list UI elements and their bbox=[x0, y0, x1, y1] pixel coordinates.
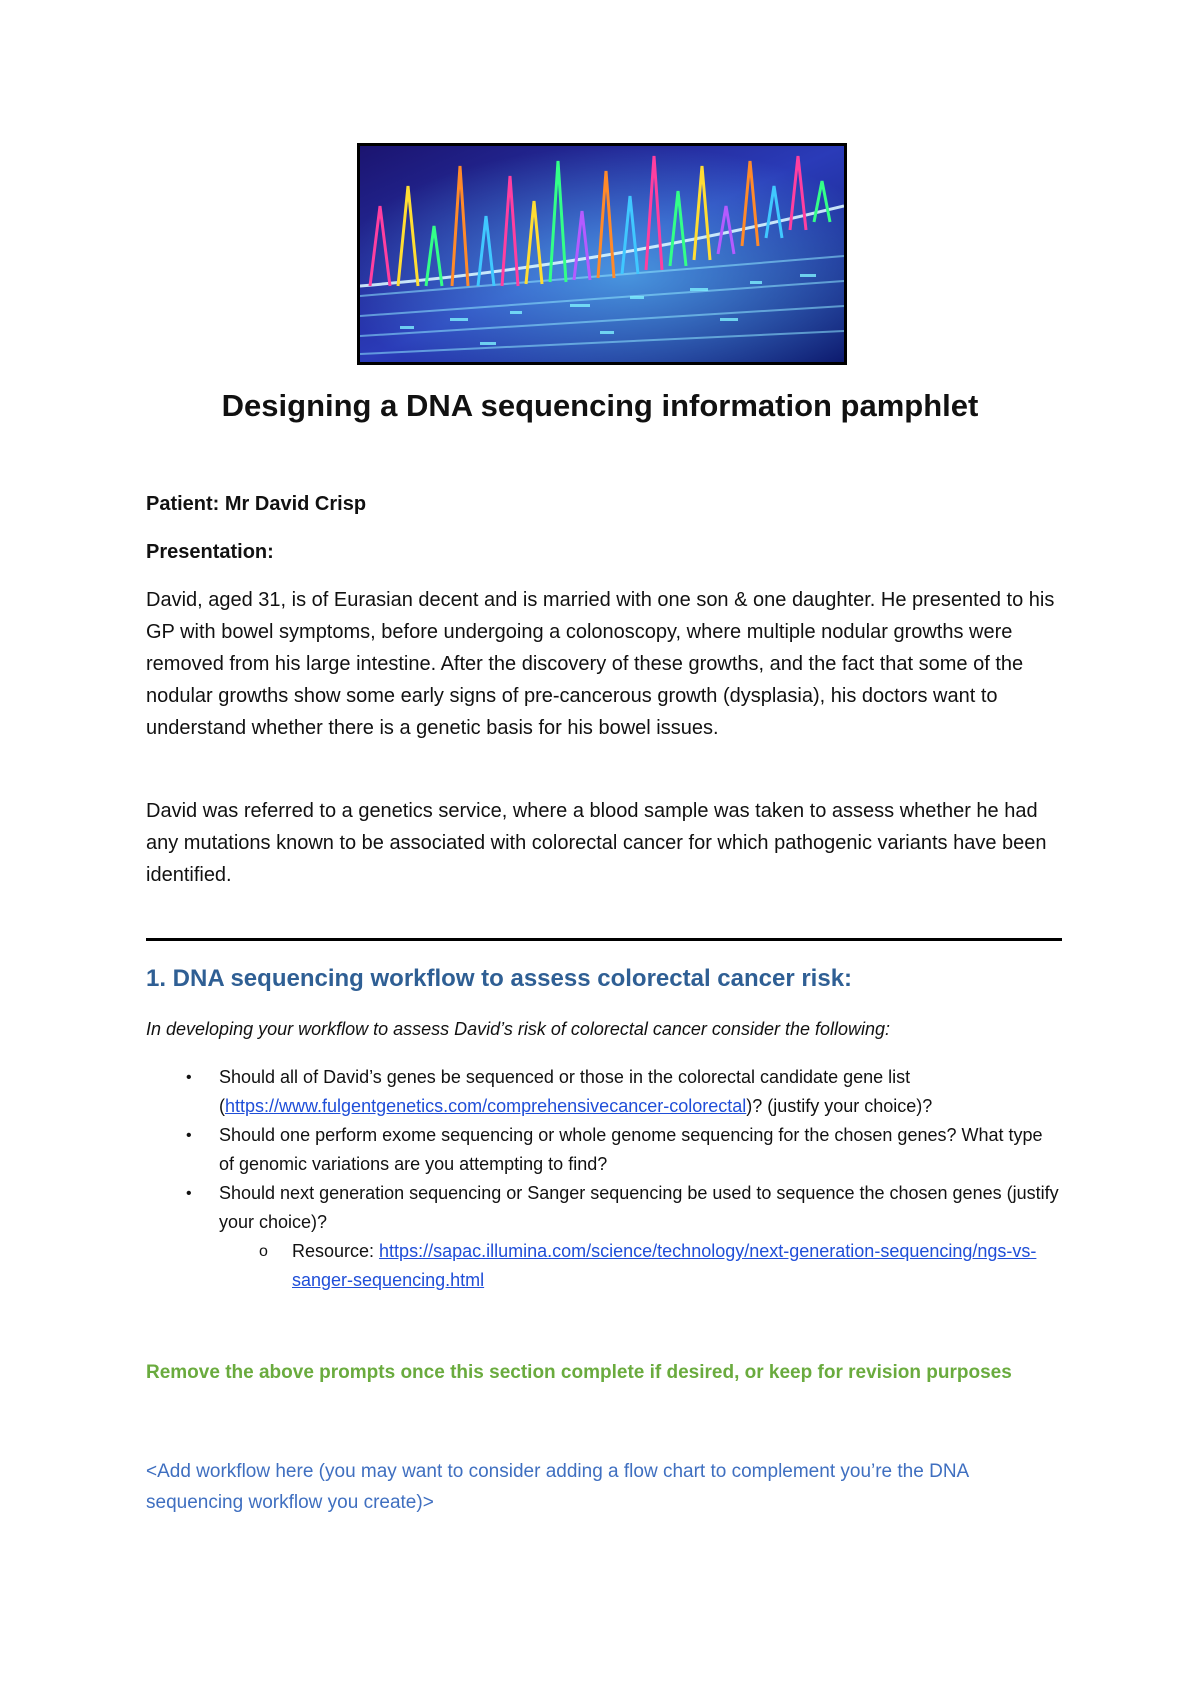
bullet-3-text: Should next generation sequencing or Sanger sequencing be used to sequence the chosen genes (justify your choice)? bbox=[219, 1183, 1059, 1232]
workflow-placeholder[interactable]: <Add workflow here (you may want to consider adding a flow chart to complement you’re the DNA sequencing workflow you create)> bbox=[146, 1461, 969, 1513]
list-item bbox=[219, 1237, 1061, 1295]
bullet-icon: • bbox=[186, 1185, 192, 1202]
bullet-1-suffix: )? (justify your choice)? bbox=[746, 1096, 933, 1116]
bullet-2-text: Should one perform exome sequencing or whole genome sequencing for the chosen genes? What type of genomic variations are you attempting to find? bbox=[219, 1125, 1043, 1174]
sub-list bbox=[219, 1237, 1061, 1295]
patient-name: Patient: Mr David Crisp bbox=[146, 493, 367, 515]
list-item bbox=[146, 1121, 1061, 1179]
revision-note: Remove the above prompts once this section complete if desired, or keep for revision purposes bbox=[146, 1362, 1012, 1383]
bullet-icon: • bbox=[186, 1127, 192, 1144]
presentation-paragraph-2: David was referred to a genetics service, where a blood sample was taken to assess whether he had any mutations known to be associated with colorectal cancer for which pathogenic variants have been identified. bbox=[146, 800, 1047, 886]
illumina-resource-link[interactable]: https://sapac.illumina.com/science/technology/next-generation-sequencing/ngs-vs-sanger-sequencing.html bbox=[292, 1241, 1037, 1290]
section-divider bbox=[146, 938, 1062, 941]
bullet-1-text: Should all of David’s genes be sequenced or those in the colorectal candidate gene list ( bbox=[219, 1067, 911, 1116]
presentation-label: Presentation: bbox=[146, 541, 274, 563]
fulgent-genetics-link[interactable]: https://www.fulgentgenetics.com/comprehensivecancer-colorectal bbox=[225, 1096, 747, 1116]
section-1-intro: In developing your workflow to assess David’s risk of colorectal cancer consider the following: bbox=[146, 1019, 891, 1039]
dna-sequencing-banner-image bbox=[357, 143, 847, 365]
sub-bullet-icon: o bbox=[259, 1243, 268, 1260]
document-title: Designing a DNA sequencing information pamphlet bbox=[221, 388, 979, 423]
prompt-list bbox=[146, 1063, 1061, 1295]
bullet-icon: • bbox=[186, 1069, 192, 1086]
list-item bbox=[146, 1179, 1061, 1295]
section-1-heading: 1. DNA sequencing workflow to assess colorectal cancer risk: bbox=[146, 965, 853, 992]
presentation-paragraph-1: David, aged 31, is of Eurasian decent and is married with one son & one daughter. He presented to his GP with bowel symptoms, before undergoing a colonoscopy, where multiple nodular growths were removed from his large intestine. After the discovery of these growths, and the fact that some of the nodular growths show some early signs of pre-cancerous growth (dysplasia), his doctors want to understand whether there is a genetic basis for his bowel issues. bbox=[146, 589, 1055, 739]
resource-label: Resource: bbox=[292, 1241, 380, 1261]
list-item bbox=[146, 1063, 1061, 1121]
